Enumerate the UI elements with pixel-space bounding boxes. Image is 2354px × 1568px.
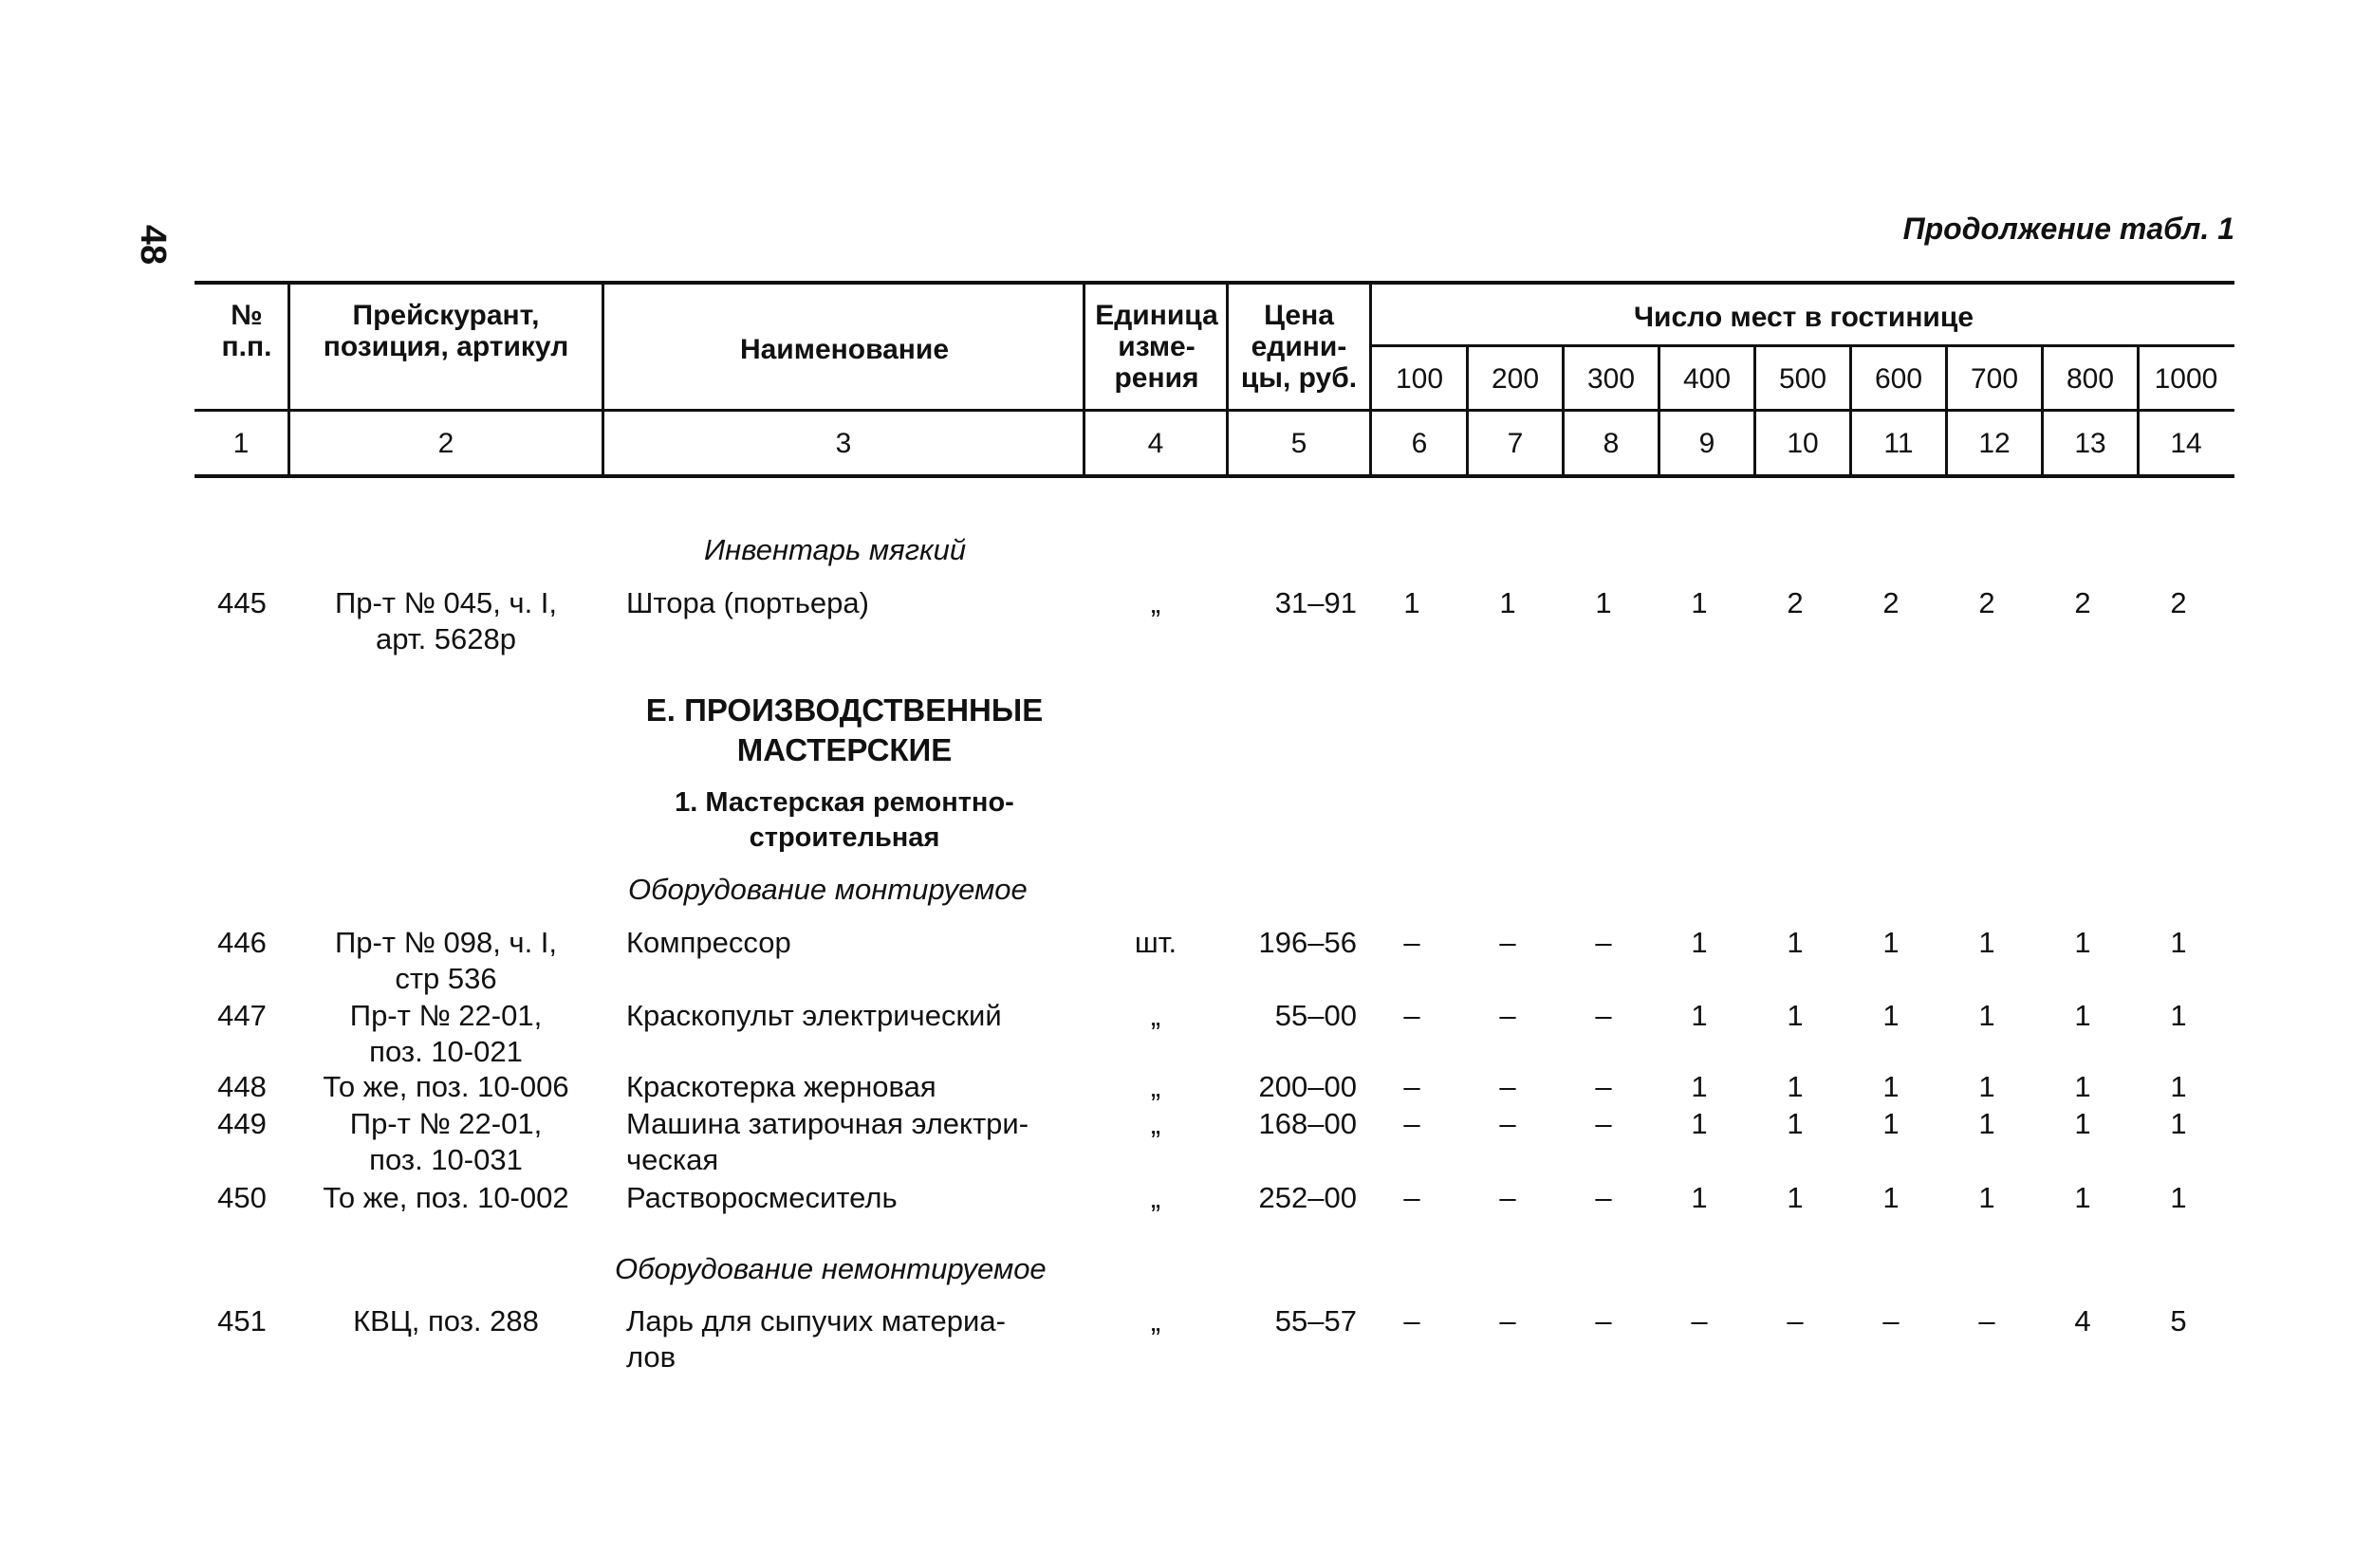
section-heading: Инвентарь мягкий [704, 533, 967, 566]
row-number: 446 [217, 926, 267, 959]
row-unit: „ [1150, 1304, 1161, 1337]
row-quantity: 1 [1787, 1070, 1804, 1103]
table-top-rule [195, 281, 2234, 285]
row-quantity: – [1499, 1304, 1516, 1337]
row-quantity: 1 [2074, 1070, 2091, 1103]
row-price: 168–00 [1258, 1107, 1357, 1140]
row-quantity: 1 [2170, 1070, 2187, 1103]
header-unit: Единица изме-рения [1095, 300, 1218, 394]
row-unit: „ [1150, 999, 1161, 1032]
row-number: 447 [217, 999, 267, 1032]
row-name: Ларь для сыпучих материа- [626, 1304, 1006, 1337]
row-quantity: 1 [2170, 1181, 2187, 1214]
row-quantity: – [1595, 1107, 1612, 1140]
places-subheader-rule [1371, 344, 2234, 347]
row-quantity: 1 [1691, 926, 1708, 959]
row-quantity: 1 [1499, 586, 1516, 619]
row-quantity: 1 [1691, 1107, 1708, 1140]
row-quantity: – [1403, 1070, 1420, 1103]
column-number: 9 [1698, 428, 1715, 459]
column-number: 13 [2074, 428, 2106, 459]
row-quantity: – [1403, 926, 1420, 959]
places-value: 300 [1586, 363, 1636, 395]
column-number: 14 [2170, 428, 2202, 459]
places-value: 500 [1778, 363, 1827, 395]
row-price-list-ref: КВЦ, поз. 288 [353, 1304, 539, 1337]
row-quantity: – [1499, 1070, 1516, 1103]
row-quantity: – [1499, 926, 1516, 959]
section-heading: Е. ПРОИЗВОДСТВЕННЫЕ МАСТЕРСКИЕ [645, 692, 1044, 767]
row-price-list-ref: То же, поз. 10-002 [323, 1181, 569, 1214]
row-quantity: 1 [2074, 1181, 2091, 1214]
row-price-list-ref: То же, поз. 10-006 [323, 1070, 569, 1103]
header-price-list: Прейскурант, позиция, артикул [323, 300, 569, 362]
row-price: 31–91 [1274, 586, 1357, 619]
row-quantity: 1 [1403, 586, 1420, 619]
row-quantity: 2 [1882, 586, 1900, 619]
row-unit: шт. [1134, 926, 1177, 959]
row-quantity: 1 [1882, 1070, 1900, 1103]
row-quantity: 1 [1882, 1107, 1900, 1140]
row-quantity: – [1978, 1304, 1995, 1337]
section-heading: 1. Мастерская ремонтно-строительная [675, 787, 1014, 853]
row-quantity: 4 [2074, 1304, 2091, 1337]
column-number: 5 [1290, 428, 1307, 459]
row-quantity: 1 [1978, 1070, 1995, 1103]
row-quantity: – [1499, 1107, 1516, 1140]
row-quantity: 1 [1595, 586, 1612, 619]
row-quantity: 1 [1978, 926, 1995, 959]
row-quantity: – [1499, 999, 1516, 1032]
row-unit: „ [1150, 586, 1161, 619]
row-quantity: 1 [2170, 1107, 2187, 1140]
row-price-list-ref: поз. 10-031 [369, 1143, 523, 1176]
row-quantity: – [1595, 1181, 1612, 1214]
row-quantity: 1 [1978, 1181, 1995, 1214]
row-price: 200–00 [1258, 1070, 1357, 1103]
row-quantity: – [1595, 1304, 1612, 1337]
row-quantity: 1 [1787, 926, 1804, 959]
column-number: 11 [1883, 428, 1914, 459]
row-quantity: – [1595, 926, 1612, 959]
row-name: Штора (портьера) [626, 586, 869, 619]
row-unit: „ [1150, 1070, 1161, 1103]
row-quantity: 1 [1691, 586, 1708, 619]
row-quantity: 1 [1691, 999, 1708, 1032]
row-price: 55–00 [1274, 999, 1357, 1032]
row-name: Растворосмеситель [626, 1181, 898, 1214]
row-quantity: – [1595, 1070, 1612, 1103]
column-number: 3 [835, 428, 852, 459]
row-quantity: 1 [2074, 1107, 2091, 1140]
row-price-list-ref: Пр-т № 045, ч. I, [334, 586, 558, 619]
row-number: 445 [217, 586, 267, 619]
row-quantity: 2 [1978, 586, 1995, 619]
row-price: 196–56 [1258, 926, 1357, 959]
row-price-list-ref: Пр-т № 22-01, [349, 999, 543, 1032]
column-number: 6 [1411, 428, 1428, 459]
column-number: 2 [437, 428, 454, 459]
header-name: Наименование [739, 334, 950, 365]
row-quantity: – [1403, 1181, 1420, 1214]
column-number: 12 [1978, 428, 2011, 459]
row-quantity: 2 [2074, 586, 2091, 619]
row-quantity: – [1499, 1181, 1516, 1214]
row-price-list-ref: Пр-т № 22-01, [349, 1107, 543, 1140]
row-quantity: 1 [1691, 1070, 1708, 1103]
header-places: Число мест в гостинице [1633, 302, 1974, 333]
row-quantity: 1 [1978, 999, 1995, 1032]
column-number: 10 [1787, 428, 1819, 459]
places-value: 1000 [2154, 363, 2218, 395]
row-quantity: 1 [2074, 999, 2091, 1032]
row-name: Краскотерка жерновая [626, 1070, 936, 1103]
page-number: 48 [133, 224, 173, 266]
places-value: 800 [2066, 363, 2115, 395]
row-quantity: 1 [1882, 1181, 1900, 1214]
header-bottom-rule [195, 409, 2234, 412]
numbers-bottom-rule [195, 474, 2234, 478]
row-quantity: 1 [2170, 999, 2187, 1032]
section-heading: Оборудование монтируемое [628, 873, 1028, 906]
row-quantity: 1 [1787, 1107, 1804, 1140]
section-heading: Оборудование немонтируемое [615, 1252, 1047, 1285]
row-quantity: – [1882, 1304, 1900, 1337]
row-number: 448 [217, 1070, 267, 1103]
row-quantity: – [1403, 999, 1420, 1032]
row-unit: „ [1150, 1107, 1161, 1140]
row-name: Краскопульт электрический [626, 999, 1002, 1032]
row-quantity: 2 [2170, 586, 2187, 619]
row-quantity: 1 [2170, 926, 2187, 959]
table-continuation-label: Продолжение табл. 1 [1902, 212, 2234, 246]
header-price: Цена едини-цы, руб. [1240, 300, 1358, 394]
row-quantity: 1 [1691, 1181, 1708, 1214]
column-number: 7 [1507, 428, 1524, 459]
row-price: 252–00 [1258, 1181, 1357, 1214]
row-quantity: 1 [1978, 1107, 1995, 1140]
row-price-list-ref: арт. 5628р [376, 622, 516, 655]
row-quantity: 1 [1787, 1181, 1804, 1214]
row-quantity: – [1691, 1304, 1708, 1337]
row-price: 55–57 [1274, 1304, 1357, 1337]
row-unit: „ [1150, 1181, 1161, 1214]
places-value: 400 [1682, 363, 1732, 395]
header-number: № п.п. [221, 300, 272, 362]
row-quantity: – [1595, 999, 1612, 1032]
places-value: 700 [1970, 363, 2019, 395]
column-number: 8 [1603, 428, 1620, 459]
row-name: лов [626, 1340, 677, 1374]
places-value: 200 [1491, 363, 1540, 395]
row-quantity: 1 [2074, 926, 2091, 959]
row-number: 451 [217, 1304, 267, 1337]
row-name: Машина затирочная электри- [626, 1107, 1029, 1140]
row-number: 450 [217, 1181, 267, 1214]
row-price-list-ref: Пр-т № 098, ч. I, [334, 926, 558, 959]
column-number: 1 [232, 428, 250, 459]
row-quantity: 2 [1787, 586, 1804, 619]
row-quantity: – [1403, 1304, 1420, 1337]
row-quantity: 5 [2170, 1304, 2187, 1337]
row-quantity: – [1403, 1107, 1420, 1140]
row-price-list-ref: стр 536 [395, 962, 497, 995]
row-quantity: – [1787, 1304, 1804, 1337]
column-number: 4 [1147, 428, 1164, 459]
row-number: 449 [217, 1107, 267, 1140]
row-quantity: 1 [1787, 999, 1804, 1032]
row-quantity: 1 [1882, 999, 1900, 1032]
row-price-list-ref: поз. 10-021 [369, 1035, 523, 1068]
row-name: Компрессор [626, 926, 791, 959]
places-value: 100 [1395, 363, 1444, 395]
row-quantity: 1 [1882, 926, 1900, 959]
places-value: 600 [1874, 363, 1923, 395]
row-name: ческая [626, 1143, 719, 1176]
